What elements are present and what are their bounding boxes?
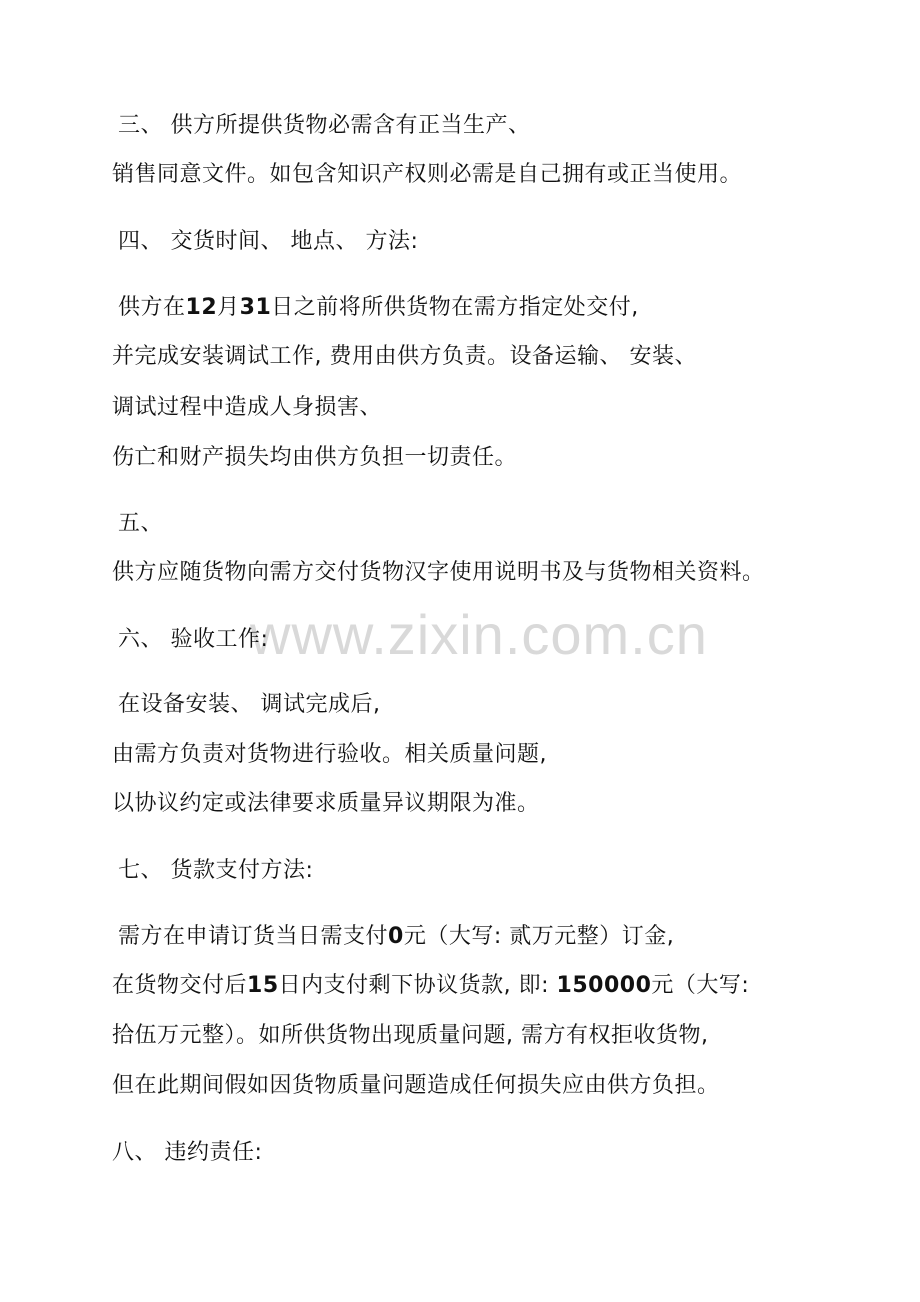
text-span: 六、 验收工作: <box>118 627 269 652</box>
section-5-heading <box>118 509 163 539</box>
watermark-text: www.zixin.com.cn <box>250 603 708 666</box>
text-span: 元（大写: <box>651 973 750 998</box>
paragraph-line <box>112 1021 708 1051</box>
text-span: 由需方负责对货物进行验收。相关质量问题, <box>112 742 547 767</box>
text-span: 但在此期间假如因货物质量问题造成任何损失应由供方负担。 <box>112 1073 720 1098</box>
section-4-heading <box>118 227 418 257</box>
text-span: 伤亡和财产损失均由供方负担一切责任。 <box>112 445 518 470</box>
text-span: 并完成安装调试工作, 费用由供方负责。设备运输、 安装、 <box>112 344 697 369</box>
text-span: 三、 供方所提供货物必需含有正当生产、 <box>118 113 531 138</box>
paragraph-line <box>112 558 765 588</box>
text-span: 调试过程中造成人身损害、 <box>112 395 383 420</box>
text-span: 在货物交付后 <box>112 973 248 998</box>
bold-number: 150000 <box>556 973 652 998</box>
paragraph-line <box>112 789 540 819</box>
text-span: 以协议约定或法律要求质量异议期限为准。 <box>112 791 540 816</box>
text-span: 月 <box>217 295 240 320</box>
text-span: 五、 <box>118 511 164 536</box>
text-span: 日内支付剩下协议货款, 即: <box>278 973 557 998</box>
text-span: 日之前将所供货物在需方指定处交付, <box>271 295 639 320</box>
paragraph-line <box>112 443 517 473</box>
paragraph-line <box>118 293 639 323</box>
paragraph-line <box>118 690 381 720</box>
text-span: 在设备安装、 调试完成后, <box>118 692 381 717</box>
text-span: 需方在申请订货当日需支付 <box>118 924 389 949</box>
bold-number: 12 <box>185 295 218 320</box>
paragraph-line <box>112 160 742 190</box>
paragraph-line <box>112 971 749 1001</box>
text-span: 供方在 <box>118 295 186 320</box>
paragraph-line <box>112 393 382 423</box>
text-span: 四、 交货时间、 地点、 方法: <box>118 229 419 254</box>
paragraph-line <box>112 1071 720 1101</box>
bold-number: 0 <box>388 924 404 949</box>
section-6-heading <box>118 625 268 655</box>
bold-number: 15 <box>247 973 279 998</box>
section-8-heading <box>112 1138 262 1168</box>
text-span: 销售同意文件。如包含知识产权则必需是自己拥有或正当使用。 <box>112 162 743 187</box>
paragraph-line <box>112 740 547 770</box>
text-span: 七、 货款支付方法: <box>118 858 314 883</box>
text-span: 八、 违约责任: <box>112 1140 263 1165</box>
text-span: 元（大写: 贰万元整）订金, <box>403 924 675 949</box>
bold-number: 31 <box>239 295 272 320</box>
text-span: 拾伍万元整）。如所供货物出现质量问题, 需方有权拒收货物, <box>112 1023 709 1048</box>
section-7-heading <box>118 856 313 886</box>
paragraph-line <box>118 922 674 952</box>
section-3-heading <box>118 111 531 141</box>
paragraph-line <box>112 342 697 372</box>
text-span: 供方应随货物向需方交付货物汉字使用说明书及与货物相关资料。 <box>112 560 765 585</box>
